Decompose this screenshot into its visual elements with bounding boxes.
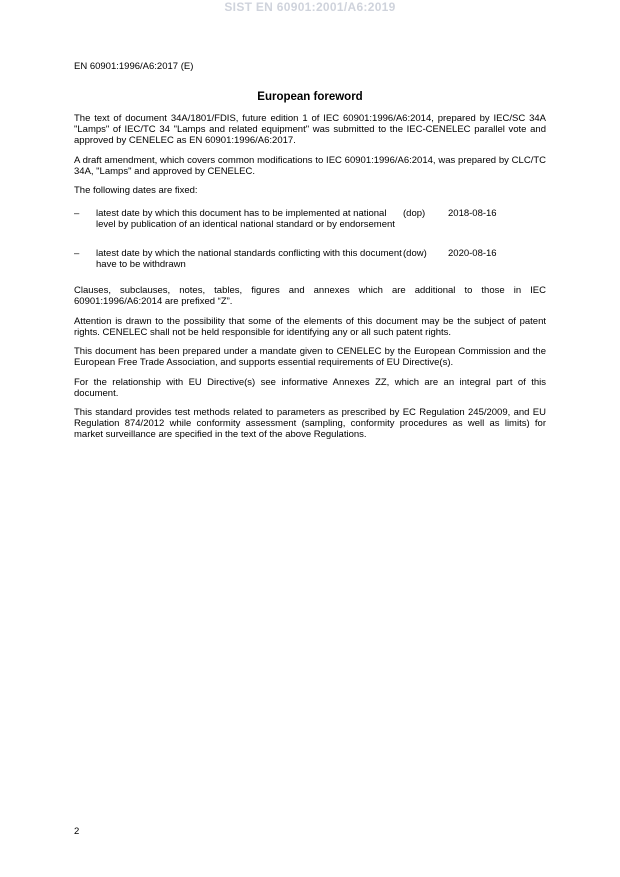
date-description: latest date by which the national standards conflicting with this document have to be withdrawn [96,248,402,270]
page-number: 2 [74,826,80,837]
date-code: (dop) [403,208,426,219]
page-title: European foreword [257,91,363,103]
date-row-dow [74,248,546,270]
date-value: 2020-08-16 [448,248,497,259]
dates-list [74,208,546,270]
document-reference: EN 60901:1996/A6:2017 (E) [74,61,194,72]
paragraph-mandate: This document has been prepared under a mandate given to CENELEC by the European Commission and the European Free Trade Association, and supports essential requirements of EU Directive(s). [74,346,546,368]
paragraph-z-prefix: Clauses, subclauses, notes, tables, figures and annexes which are additional to those in IEC 60901:1996/A6:2014 are prefixed “Z”. [74,285,546,307]
list-dash: – [74,208,80,219]
paragraph-test-methods: This standard provides test methods related to parameters as prescribed by EC Regulation 245/2009, and EU Regulation 874/2012 while conformity assessment (sampling, conformity procedures as well as limits) for market surveillance are specified in the text of the above Regulations. [74,407,546,440]
paragraph-patent-rights: Attention is drawn to the possibility that some of the elements of this document may be the subject of patent rights. CENELEC shall not be held responsible for identifying any or all such patent rights. [74,315,546,338]
list-dash: – [74,248,80,259]
foreword-body [74,113,546,449]
date-description: latest date by which this document has to be implemented at national level by publication of an identical national standard or by endorsement [96,208,395,230]
paragraph-dates-intro: The following dates are fixed: [74,185,198,196]
paragraph-document-origin: The text of document 34A/1801/FDIS, future edition 1 of IEC 60901:1996/A6:2014, prepared by IEC/SC 34A "Lamps" of IEC/TC 34 "Lamps and related equipment" was submitted to the IEC-CENELEC parallel vote and approved by CENELEC as EN 60901:1996/A6:2017. [74,113,546,146]
date-row-dop [74,208,546,230]
paragraph-eu-directives: For the relationship with EU Directive(s) see informative Annexes ZZ, which are an integral part of this document. [74,376,546,399]
date-code: (dow) [403,248,427,259]
paragraph-draft-amendment: A draft amendment, which covers common modifications to IEC 60901:1996/A6:2014, was prepared by CLC/TC 34A, "Lamps" and approved by CENELEC. [74,154,546,177]
document-watermark: SIST EN 60901:2001/A6:2019 [224,0,396,14]
date-value: 2018-08-16 [448,208,497,219]
